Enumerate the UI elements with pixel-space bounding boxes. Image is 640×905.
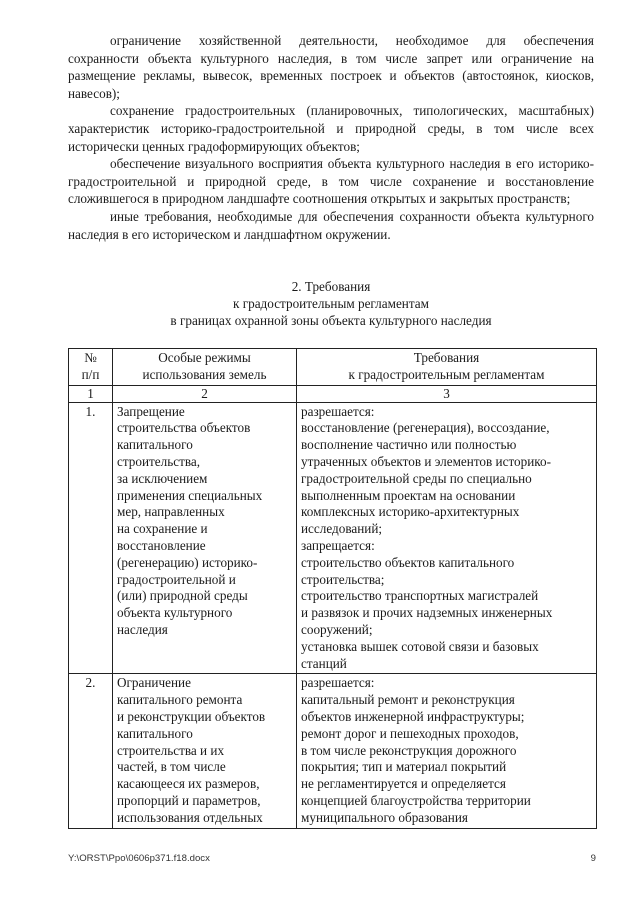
file-path: Y:\ORST\Ppo\0606p371.f18.docx <box>68 853 210 864</box>
header-land-regime: Особые режимы использования земель <box>113 349 297 386</box>
column-number-row <box>69 385 597 402</box>
paragraph-economic-restriction: ограничение хозяйственной деятельности, необходимое для обеспечения сохранности объекта культурного наследия, в том числе запрет или ограничение на размещение рекламы, вывесок, временных построек и объектов (автостоянок, киосков, навесов); <box>68 33 594 101</box>
column-number: 2 <box>113 385 297 402</box>
section-heading <box>68 278 594 329</box>
table-row <box>69 402 597 674</box>
row-requirements: разрешается: капитальный ремонт и реконструкция объектов инженерной инфраструктуры; ремонт дорог и пешеходных проходов, в том числе реконструкция дорожного покрытия; тип и материал покрытий не регламентируется и определяется концепцией благоустройства территории муниципального образования <box>297 674 597 828</box>
header-number: № п/п <box>69 349 113 386</box>
table-row <box>69 674 597 828</box>
section-heading-line-1: 2. Требования <box>291 279 371 294</box>
column-number: 1 <box>69 385 113 402</box>
row-requirements: разрешается: восстановление (регенерация), воссоздание, восполнение частично или полностью утраченных объектов и элементов историко- градостроительной среды по специально выполненным проектам на основании комплексных историко-архитектурных исследований; запрещается: строительство объектов капитального строительства; строительство транспортных магистралей и развязок и прочих надземных инженерных сооружений; установка вышек сотовой связи и базовых станций <box>297 402 597 674</box>
row-number: 2. <box>69 674 113 828</box>
section-heading-line-3: в границах охранной зоны объекта культурного наследия <box>170 313 492 328</box>
row-number: 1. <box>69 402 113 674</box>
requirements-table <box>68 348 597 829</box>
body-text <box>68 32 594 243</box>
row-regime: Ограничение капитального ремонта и реконструкции объектов капитального строительства и их частей, в том числе касающееся их размеров, пропорций и параметров, использования отдельных <box>113 674 297 828</box>
page-number: 9 <box>590 853 596 864</box>
paragraph-visual-perception: обеспечение визуального восприятия объекта культурного наследия в его историко-градостроительной и природной среде, в том числе сохранение и восстановление сложившегося в природном ландшафте соотношения открытых и закрытых пространств; <box>68 156 594 207</box>
row-regime: Запрещение строительства объектов капитального строительства, за исключением применения специальных мер, направленных на сохранение и восстановление (регенерацию) историко- градостроительной и (или) природной среды объекта культурного наследия <box>113 402 297 674</box>
column-number: 3 <box>297 385 597 402</box>
table-header-row <box>69 349 597 386</box>
section-heading-line-2: к градостроительным регламентам <box>233 296 429 311</box>
header-requirements: Требования к градостроительным регламентам <box>297 349 597 386</box>
paragraph-preservation-characteristics: сохранение градостроительных (планировочных, типологических, масштабных) характеристик историко-градостроительной и природной среды, в том числе всех исторически ценных градоформирующих объектов; <box>68 103 594 154</box>
paragraph-other-requirements: иные требования, необходимые для обеспечения сохранности объекта культурного наследия в его историческом и ландшафтном окружении. <box>68 208 594 242</box>
